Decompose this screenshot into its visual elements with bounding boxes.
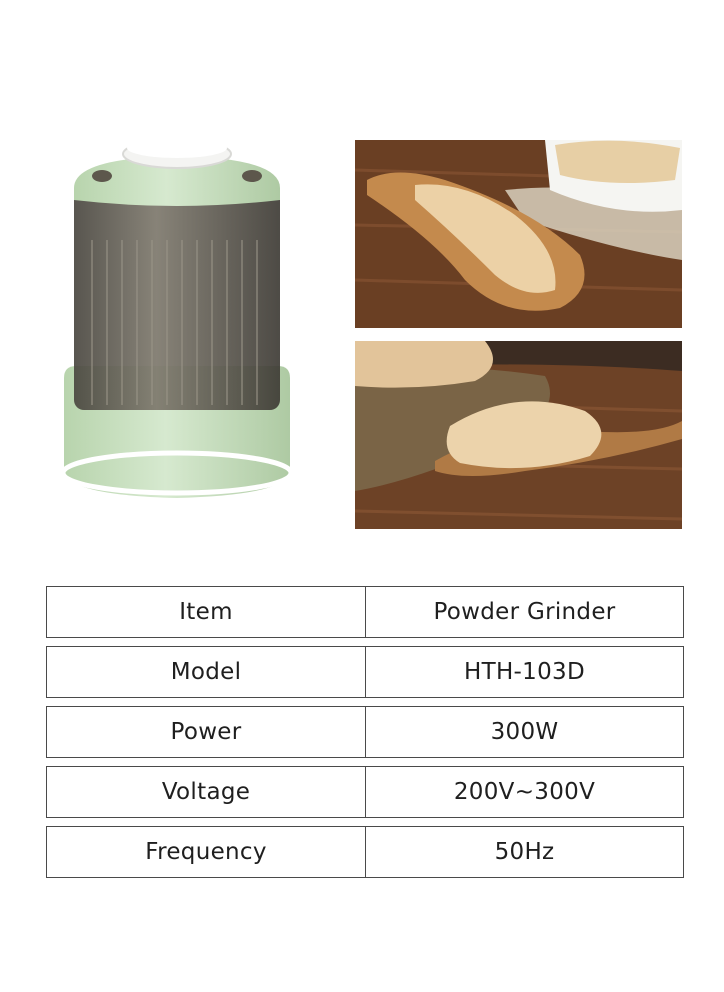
spec-label: Frequency [47, 827, 366, 877]
spec-table [46, 586, 684, 886]
spec-value: 200V~300V [453, 779, 596, 805]
spec-row-power [46, 706, 684, 758]
spoon-powder-photo [355, 341, 682, 529]
spec-label: Power [47, 707, 366, 757]
spec-row-voltage [46, 766, 684, 818]
spec-label: Voltage [47, 767, 366, 817]
spec-value: 50Hz [494, 839, 555, 865]
spec-value: 300W [490, 719, 559, 745]
spec-label: Model [47, 647, 366, 697]
grinder-illustration [52, 130, 302, 530]
spec-value: Powder Grinder [433, 599, 616, 625]
spec-row-frequency [46, 826, 684, 878]
spec-value: HTH-103D [464, 659, 585, 685]
spec-row-model [46, 646, 684, 698]
wooden-spoon-with-powder-on-leaf-icon [355, 341, 682, 529]
product-image [52, 130, 302, 530]
scoop-powder-photo [355, 140, 682, 328]
spec-row-item [46, 586, 684, 638]
spec-label: Item [47, 587, 366, 637]
wooden-scoop-with-powder-and-bowl-icon [355, 140, 682, 328]
